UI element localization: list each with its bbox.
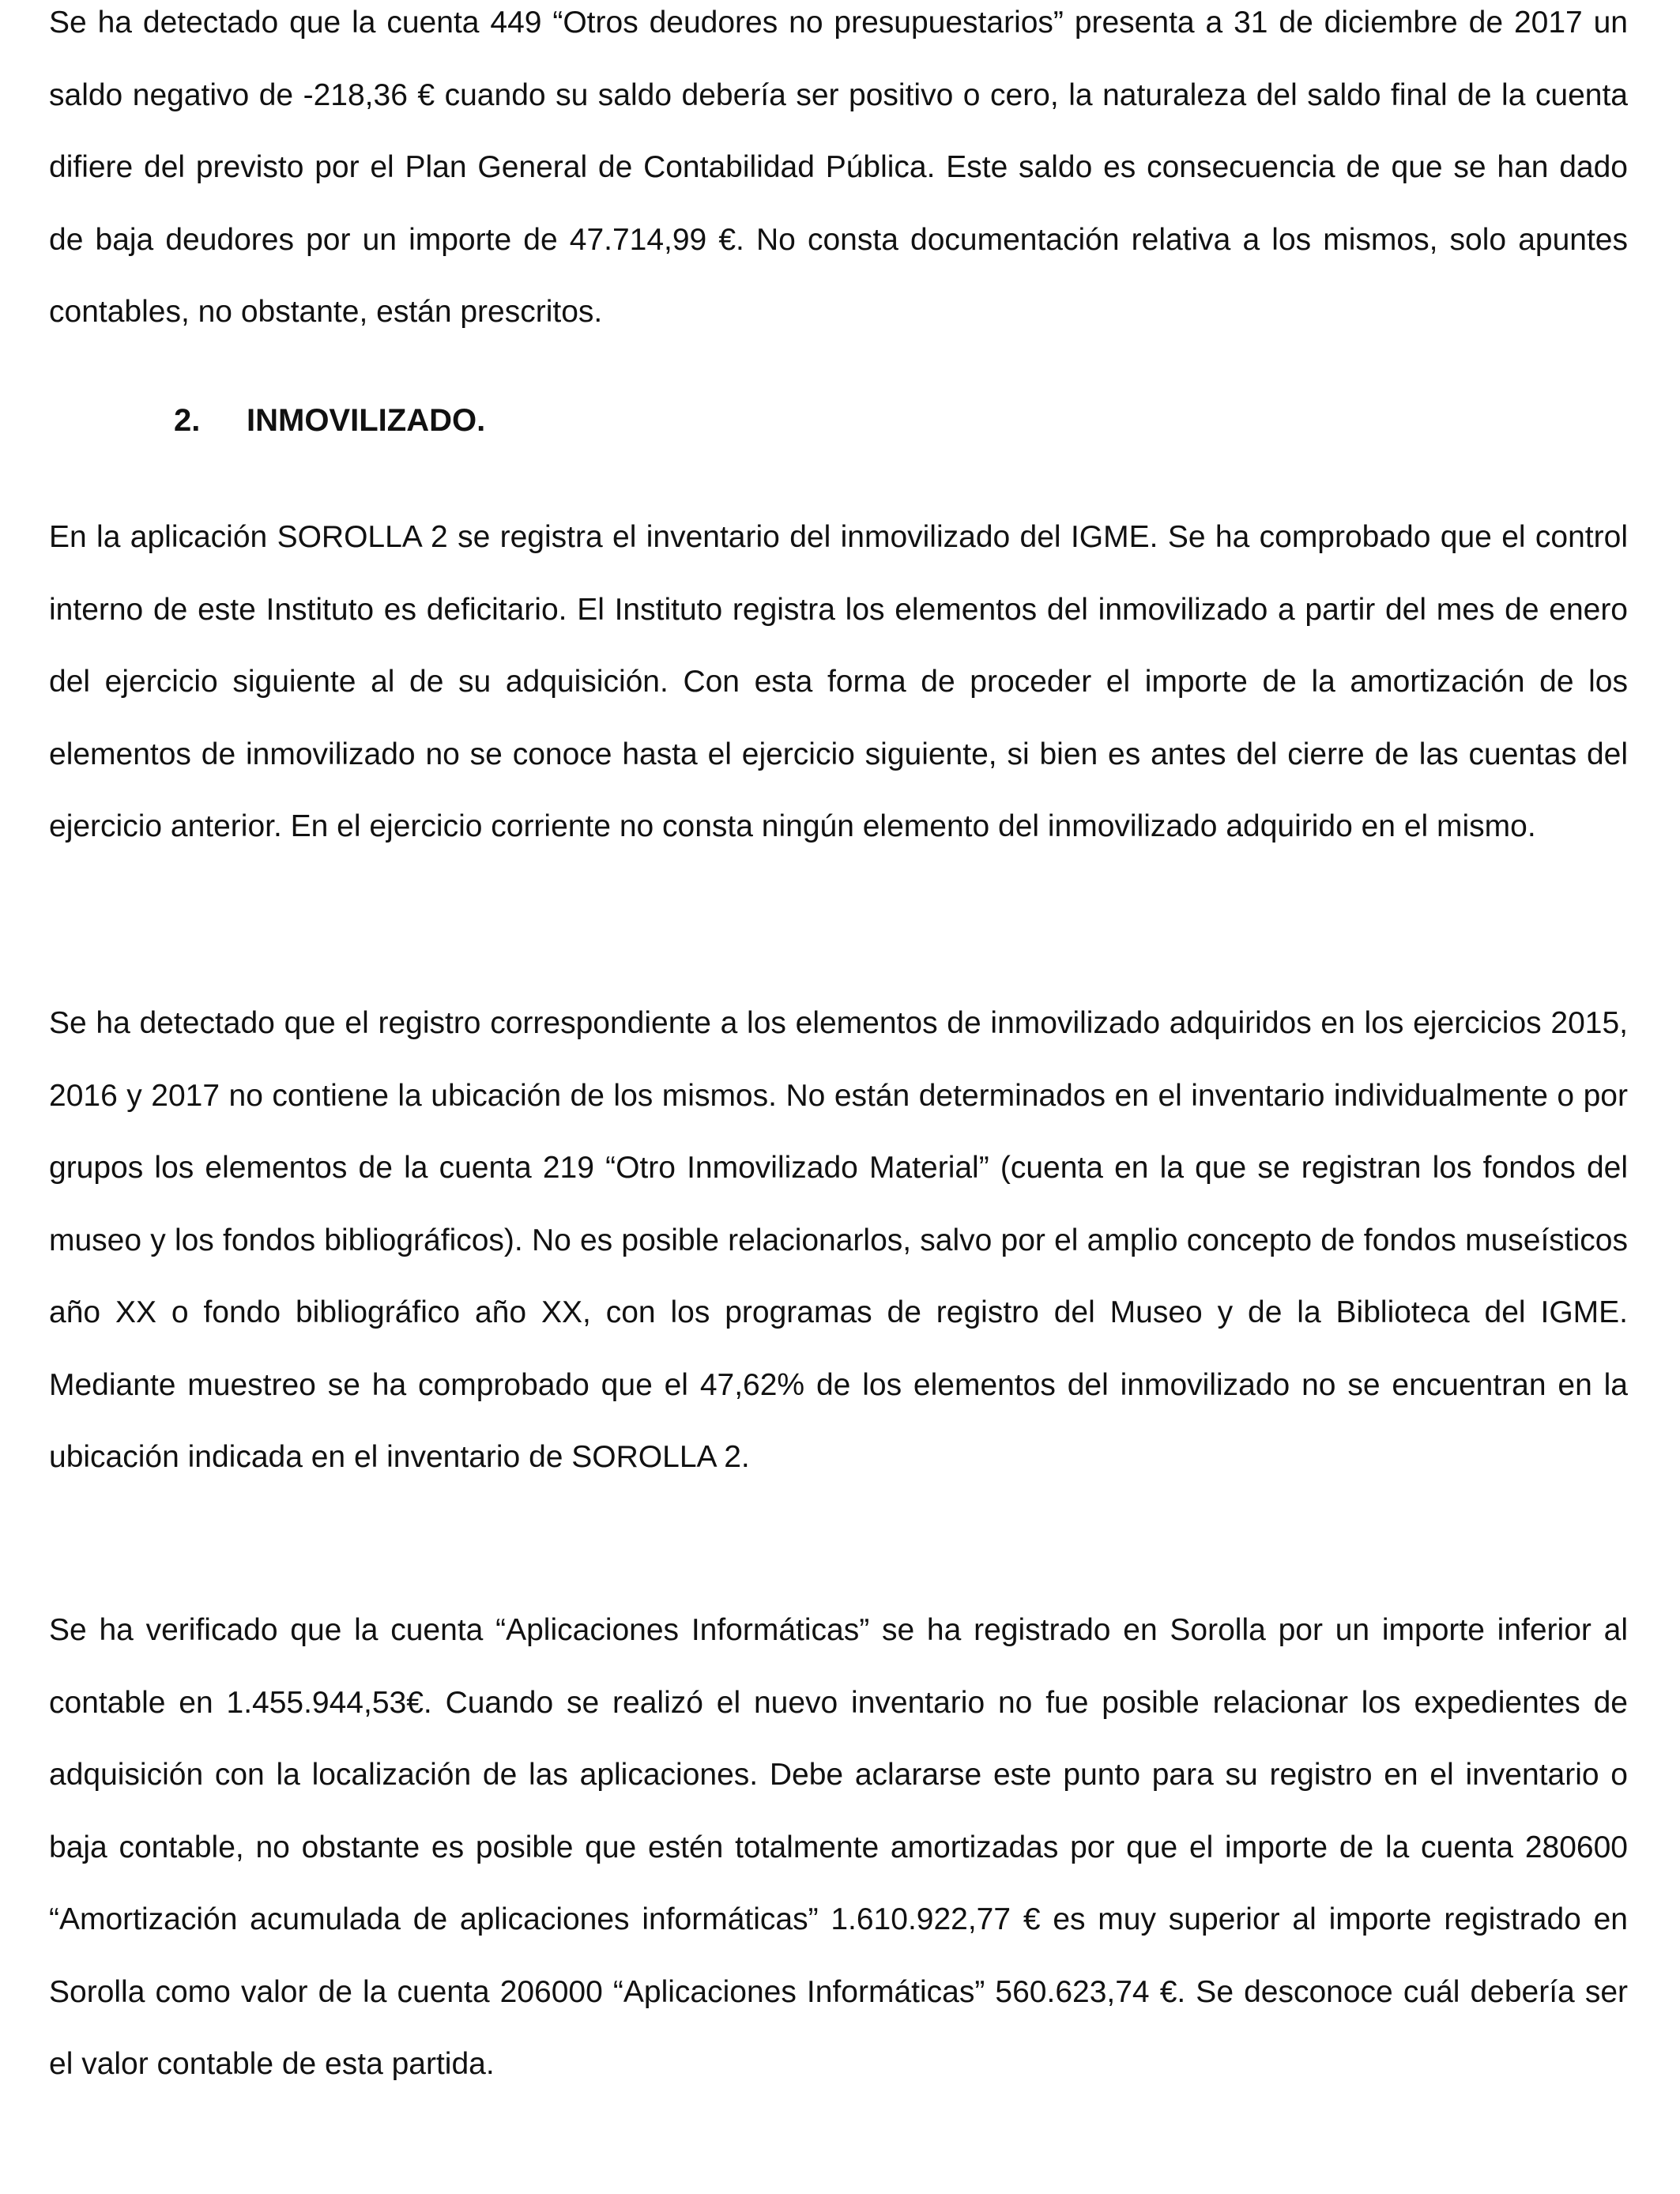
paragraph-sorolla-inventario: En la aplicación SOROLLA 2 se registra el inventario del inmovilizado del IGME. Se ha comprobado que el control interno de este Instituto es deficitario. El Instituto registra los elementos del inmovilizado a partir del mes de enero del ejercicio siguiente al de su adquisición. Con esta forma de proceder el importe de la amortización de los elementos de inmovilizado no se conoce hasta el ejercicio siguiente, si bien es antes del cierre de las cuentas del ejercicio anterior. En el ejercicio corriente no consta ningún elemento del inmovilizado adquirido en el mismo. — [49, 520, 1628, 843]
document-page — [49, 0, 1628, 2194]
paragraph-aplicaciones-informaticas: Se ha verificado que la cuenta “Aplicaciones Informáticas” se ha registrado en Sorolla por un importe inferior al contable en 1.455.944,53€. Cuando se realizó el nuevo inventario no fue posible relacionar los expedientes de adquisición con la localización de las aplicaciones. Debe aclararse este punto para su registro en el inventario o baja contable, no obstante es posible que estén totalmente amortizadas por que el importe de la cuenta 280600 “Amortización acumulada de aplicaciones informáticas” 1.610.922,77 € es muy superior al importe registrado en Sorolla como valor de la cuenta 206000 “Aplicaciones Informáticas” 560.623,74 €. Se desconoce cuál debería ser el valor contable de esta partida. — [49, 1613, 1628, 2081]
paragraph-cuenta-449: Se ha detectado que la cuenta 449 “Otros deudores no presupuestarios” presenta a 31 de diciembre de 2017 un saldo negativo de -218,36 € cuando su saldo debería ser positivo o cero, la naturaleza del saldo final de la cuenta difiere del previsto por el Plan General de Contabilidad Pública. Este saldo es consecuencia de que se han dado de baja deudores por un importe de 47.714,99 €. No consta documentación relativa a los mismos, solo apuntes contables, no obstante, están prescritos. — [49, 6, 1628, 329]
section-title: INMOVILIZADO. — [247, 403, 486, 438]
section-heading — [174, 389, 485, 452]
paragraph-registro-ubicacion: Se ha detectado que el registro correspondiente a los elementos de inmovilizado adquiridos en los ejercicios 2015, 2016 y 2017 no contiene la ubicación de los mismos. No están determinados en el inventario individualmente o por grupos los elementos de la cuenta 219 “Otro Inmovilizado Material” (cuenta en la que se registran los fondos del museo y los fondos bibliográficos). No es posible relacionarlos, salvo por el amplio concepto de fondos museísticos año XX o fondo bibliográfico año XX, con los programas de registro del Museo y de la Biblioteca del IGME. Mediante muestreo se ha comprobado que el 47,62% de los elementos del inmovilizado no se encuentran en la ubicación indicada en el inventario de SOROLLA 2. — [49, 1006, 1628, 1474]
section-number: 2. — [174, 403, 201, 438]
